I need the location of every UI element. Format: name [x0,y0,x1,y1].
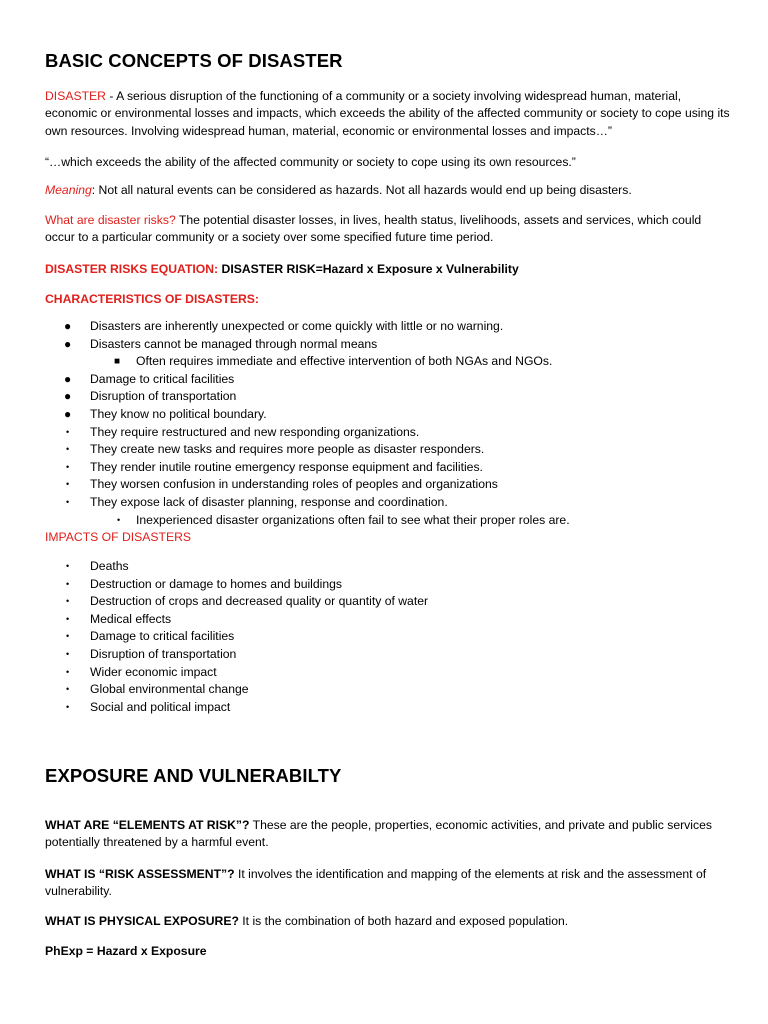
elements-at-risk-term: WHAT ARE “ELEMENTS AT RISK”? [45,818,250,832]
list-item: • Social and political impact [66,699,231,714]
list-item: ● Disruption of transportation [64,389,237,404]
meaning-term: Meaning [45,183,92,197]
list-item: • Destruction of crops and decreased quality or quantity of water [66,594,429,609]
list-item: ● Disasters are inherently unexpected or come quickly with little or no warning. [64,319,504,333]
list-item: ■ Often requires immediate and effective intervention of both NGAs and NGOs. [114,354,553,369]
phexp-formula: PhExp = Hazard x Exposure [45,944,207,958]
definition-quote: “…which exceeds the ability of the affected community or society to cope using its own resources.” [45,155,576,169]
list-item: ● Damage to critical facilities [64,371,235,386]
impacts-list [45,558,735,716]
section-title-basic-concepts: BASIC CONCEPTS OF DISASTER [45,50,343,71]
physical-exposure-text: It is the combination of both hazard and exposed population. [238,914,569,928]
list-item: • Damage to critical facilities [66,629,235,644]
risk-assessment-term: WHAT IS “RISK ASSESSMENT”? [45,867,235,881]
risk-equation-text: DISASTER RISK=Hazard x Exposure x Vulnerability [218,262,519,276]
list-item: • Wider economic impact [66,664,217,679]
risk-assessment-paragraph [45,866,730,901]
list-item: • Medical effects [66,611,172,626]
list-item: • They expose lack of disaster planning, response and coordination. [66,494,448,509]
disaster-term: DISASTER [45,89,106,103]
risk-assessment-text: It involves the identification and mapping of the elements at risk and the assessment of vulnerability. [45,867,707,899]
elements-at-risk-paragraph [45,817,730,852]
list-item: • Disruption of transportation [66,646,237,661]
list-item: ● They know no political boundary. [64,406,267,421]
meaning-paragraph [45,182,730,199]
disaster-risks-paragraph [45,212,730,247]
disaster-definition [45,88,730,140]
meaning-text: : Not all natural events can be considered as hazards. Not all hazards would end up being disasters. [91,183,632,197]
list-item: • Destruction or damage to homes and buildings [66,576,343,591]
list-item: • They create new tasks and requires more people as disaster responders. [66,442,485,457]
list-item: • Deaths [66,559,129,573]
risk-equation [45,261,730,278]
physical-exposure-term: WHAT IS PHYSICAL EXPOSURE? [45,914,239,928]
section-title-exposure: EXPOSURE AND VULNERABILTY [45,765,342,786]
disaster-risks-text: The potential disaster losses, in lives, health status, livelihoods, assets and services, which could occur to a particular community or a society over some specified future time period. [45,213,702,245]
list-item: ● Disasters cannot be managed through normal means [64,336,378,351]
list-item: • Global environmental change [66,682,249,697]
list-item: • They worsen confusion in understanding roles of peoples and organizations [66,477,498,492]
characteristics-heading: CHARACTERISTICS OF DISASTERS: [45,292,259,306]
disaster-definition-text: - A serious disruption of the functioning of a community or a society involving widespread human, material, economic or environmental losses and impacts, which exceeds the ability of the affected community or society to cope using its own resources. Involving widespread human, material, economic or environmental losses and impacts…” [45,89,730,138]
characteristics-list [45,318,735,529]
list-item: • They require restructured and new responding organizations. [66,424,420,439]
list-item: • They render inutile routine emergency response equipment and facilities. [66,459,483,474]
list-item: • Inexperienced disaster organizations often fail to see what their proper roles are. [117,512,570,527]
disaster-risks-term: What are disaster risks? [45,213,176,227]
elements-at-risk-text: These are the people, properties, economic activities, and private and public services potentially threatened by a harmful event. [45,818,712,850]
risk-equation-term: DISASTER RISKS EQUATION: [45,262,219,276]
impacts-heading: IMPACTS OF DISASTERS [45,530,192,544]
physical-exposure-paragraph [45,913,730,930]
